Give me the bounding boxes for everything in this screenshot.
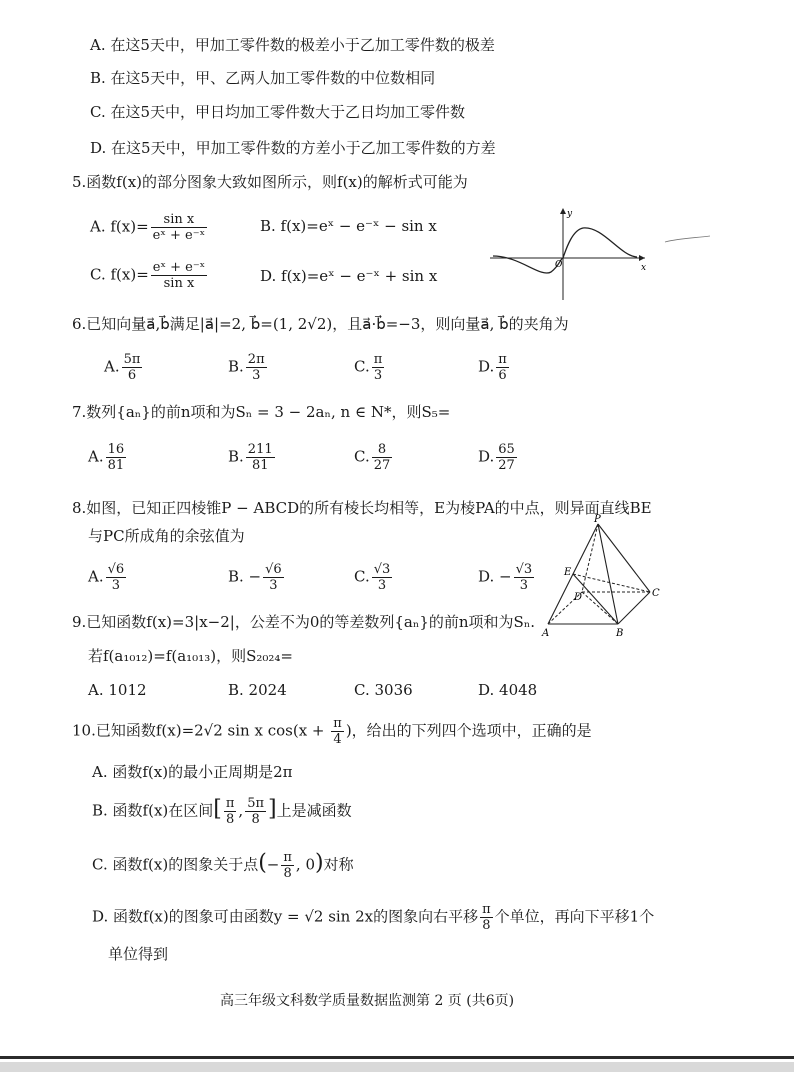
q10-b-frac1: [224, 796, 237, 827]
q8-c-num: √3: [373, 562, 391, 577]
y-axis-arrow: [560, 208, 566, 214]
q6-a-frac: [122, 352, 143, 383]
graph-x-label: x: [641, 263, 647, 273]
q10-c-n: π: [283, 850, 292, 865]
scan-stray-mark: [665, 236, 710, 242]
q9-stem-line2: 若f(a₁₀₁₂)=f(a₁₀₁₃)，则S₂₀₂₄=: [88, 647, 293, 665]
q9-option-a: A. 1012: [88, 681, 147, 699]
label-e: E: [564, 567, 572, 578]
q6-d-num: π: [498, 352, 507, 367]
q7-c-den: 27: [373, 458, 391, 473]
q8-d-den: 3: [519, 578, 529, 593]
q7-a-num: 16: [107, 442, 125, 457]
q6-b-num: 2π: [247, 352, 265, 367]
q10-b-n1: π: [225, 796, 235, 811]
q9-option-b: B. 2024: [228, 681, 287, 699]
q6-a-num: 5π: [123, 352, 141, 367]
q6-b-label: B.: [228, 357, 244, 376]
q8-a-den: 3: [111, 578, 121, 593]
q10-b-suffix: 上是减函数: [276, 801, 352, 820]
q5-a-num: sin x: [151, 212, 207, 228]
q7-option-b: [228, 442, 277, 473]
q10-stem-frac: [331, 716, 344, 747]
q7-a-frac: [106, 442, 127, 473]
q10-b-prefix: B. 函数f(x)在区间: [92, 801, 214, 820]
q6-b-frac: [246, 352, 267, 383]
q8-c-label: C.: [354, 567, 370, 586]
q8-b-den: 3: [269, 578, 278, 593]
q10-stem: [72, 716, 592, 747]
q7-option-a: [88, 442, 128, 473]
edge-pc: [598, 524, 650, 592]
q9-option-d: D. 4048: [478, 681, 538, 699]
q5-function-graph: [485, 200, 715, 305]
q9-option-c: C. 3036: [354, 681, 413, 699]
q5-c-label: C. f(x)=: [90, 265, 149, 284]
q5-option-c: [90, 260, 209, 291]
q10-stem-paren-left: (x +: [292, 721, 330, 740]
q5-option-b: B. f(x)=eˣ − e⁻ˣ − sin x: [260, 217, 437, 235]
q8-d-frac: [514, 562, 535, 593]
q7-b-label: B.: [228, 447, 244, 466]
q5-option-d: D. f(x)=eˣ − e⁻ˣ + sin x: [260, 267, 438, 285]
q10-c-zero: , 0: [295, 855, 316, 874]
q6-b-den: 3: [252, 368, 261, 383]
q8-a-frac: [106, 562, 127, 593]
page-footer: 高三年级文科数学质量数据监测第 2 页 (共6页): [220, 993, 515, 1009]
q4-option-a: A. 在这5天中，甲加工零件数的极差小于乙加工零件数的极差: [90, 36, 495, 54]
q10-stem-prefix: 10.已知函数f(x)=2√2 sin x cos: [72, 721, 293, 740]
label-p: P: [594, 514, 601, 525]
q5-a-frac: [151, 212, 207, 243]
q6-option-b: [228, 352, 269, 383]
q10-b-bracket-left: [: [213, 796, 222, 822]
q6-option-d: [478, 352, 511, 383]
x-axis-arrow: [639, 255, 645, 261]
q6-c-num: π: [373, 352, 383, 367]
q6-stem: 6.已知向量a⃗,b⃗满足|a⃗|=2, b⃗=(1, 2√2)，且a⃗·b⃗=−3，则向量a⃗, b⃗的夹角为: [72, 315, 569, 333]
q6-d-frac: [496, 352, 509, 383]
q5-a-den: eˣ + e⁻ˣ: [152, 228, 206, 243]
q8-stem-line2: 与PC所成角的余弦值为: [88, 527, 245, 545]
q10-b-bracket-right: ]: [268, 796, 277, 822]
q8-b-label: B. −: [228, 567, 262, 586]
q5-a-label: A. f(x)=: [90, 217, 149, 236]
q10-d-prefix: D. 函数f(x)的图象可由函数y = √2 sin 2x的图象向右平移: [92, 907, 479, 926]
q8-pyramid-figure: [540, 512, 670, 640]
function-curve: [493, 228, 637, 273]
q10-option-d-line2: 单位得到: [108, 945, 169, 963]
label-c: C: [652, 588, 660, 599]
q10-c-paren-right: ): [315, 850, 324, 876]
scan-bottom-edge: [0, 1056, 794, 1059]
q4-option-c: C. 在这5天中，甲日均加工零件数大于乙日均加工零件数: [90, 103, 466, 121]
q10-b-n2: 5π: [247, 796, 265, 811]
label-d: D: [574, 592, 583, 603]
q10-stem-frac-num: π: [333, 716, 342, 731]
q10-option-d: [92, 902, 654, 933]
q8-a-label: A.: [88, 567, 104, 586]
q10-b-d1: 8: [226, 812, 235, 827]
q8-c-frac: [372, 562, 393, 593]
label-a: A: [542, 628, 550, 639]
q7-stem: 7.数列{aₙ}的前n项和为Sₙ = 3 − 2aₙ, n ∈ N*，则S₅=: [72, 403, 451, 421]
q7-b-frac: [246, 442, 275, 473]
q8-option-d: [478, 562, 536, 593]
q5-c-num: eˣ + e⁻ˣ: [152, 260, 206, 275]
q8-b-frac: [263, 562, 284, 593]
q10-option-c: [92, 850, 354, 881]
q4-option-b: B. 在这5天中，甲、乙两人加工零件数的中位数相同: [90, 69, 436, 87]
q8-d-label: D. −: [478, 567, 512, 586]
q9-stem-line1: 9.已知函数f(x)=3|x−2|，公差不为0的等差数列{aₙ}的前n项和为Sₙ.: [72, 613, 536, 631]
q10-c-frac: [281, 850, 294, 881]
q5-option-a: [90, 212, 209, 243]
q10-option-a: A. 函数f(x)的最小正周期是2π: [92, 763, 293, 781]
q6-c-label: C.: [354, 357, 370, 376]
graph-y-label: y: [567, 209, 573, 219]
q7-a-label: A.: [88, 447, 104, 466]
q8-stem-line1: 8.如图，已知正四棱锥P − ABCD的所有棱长均相等，E为棱PA的中点，则异面直线BE: [72, 499, 652, 517]
q5-stem: 5.函数f(x)的部分图象大致如图所示，则f(x)的解析式可能为: [72, 173, 468, 191]
q7-d-frac: [496, 442, 517, 473]
q6-option-c: [354, 352, 386, 383]
q8-b-num: √6: [265, 562, 282, 577]
q7-a-den: 81: [107, 458, 125, 473]
q6-c-den: 3: [373, 368, 383, 383]
q5-c-den: sin x: [163, 276, 195, 291]
q6-option-a: [104, 352, 144, 383]
q4-option-d: D. 在这5天中，甲加工零件数的方差小于乙加工零件数的方差: [90, 139, 496, 157]
q6-a-den: 6: [127, 368, 137, 383]
q10-stem-frac-den: 4: [333, 732, 342, 747]
q10-stem-paren-right: ): [345, 721, 352, 740]
q6-a-label: A.: [104, 357, 120, 376]
q6-c-frac: [372, 352, 385, 383]
q7-d-num: 65: [498, 442, 515, 457]
q10-stem-suffix: ，给出的下列四个选项中，正确的是: [351, 721, 592, 740]
q8-option-a: [88, 562, 128, 593]
q10-b-d2: 8: [251, 812, 260, 827]
q10-b-frac2: [245, 796, 266, 827]
q5-c-frac: [151, 260, 207, 291]
label-b: B: [616, 628, 624, 639]
q7-c-label: C.: [354, 447, 370, 466]
q7-c-frac: [372, 442, 393, 473]
edge-bc: [618, 592, 650, 624]
q7-d-den: 27: [498, 458, 515, 473]
q10-d-suffix: 个单位，再向下平移1个: [494, 907, 655, 926]
q7-option-d: [478, 442, 519, 473]
q8-option-b: [228, 562, 286, 593]
q8-option-c: [354, 562, 394, 593]
q10-d-n: π: [482, 902, 491, 917]
q10-c-sign: −: [266, 855, 280, 874]
q8-d-num: √3: [515, 562, 533, 577]
q7-d-label: D.: [478, 447, 495, 466]
graph-origin-label: O: [555, 260, 563, 270]
scan-bottom-shadow: [0, 1062, 794, 1072]
q10-c-d: 8: [283, 866, 292, 881]
q10-c-prefix: C. 函数f(x)的图象关于点: [92, 855, 259, 874]
edge-pd: [582, 524, 598, 592]
q6-d-label: D.: [478, 357, 495, 376]
q7-c-num: 8: [372, 442, 393, 458]
q10-c-paren-left: (: [258, 850, 267, 876]
q8-c-den: 3: [377, 578, 387, 593]
q10-option-b: B. 函数f(x)在区间[ $\frac{\pi}{8}$ , $\frac{5\pi}{8}$ ]上是减函数: [92, 796, 352, 827]
q7-option-c: [354, 442, 394, 473]
q10-c-suffix: 对称: [323, 855, 354, 874]
q8-a-num: √6: [107, 562, 125, 577]
q6-d-den: 6: [498, 368, 507, 383]
q10-d-frac: [480, 902, 493, 933]
q10-d-den: 8: [482, 918, 491, 933]
q7-b-num: 211: [247, 442, 273, 457]
q7-b-den: 81: [251, 458, 269, 473]
